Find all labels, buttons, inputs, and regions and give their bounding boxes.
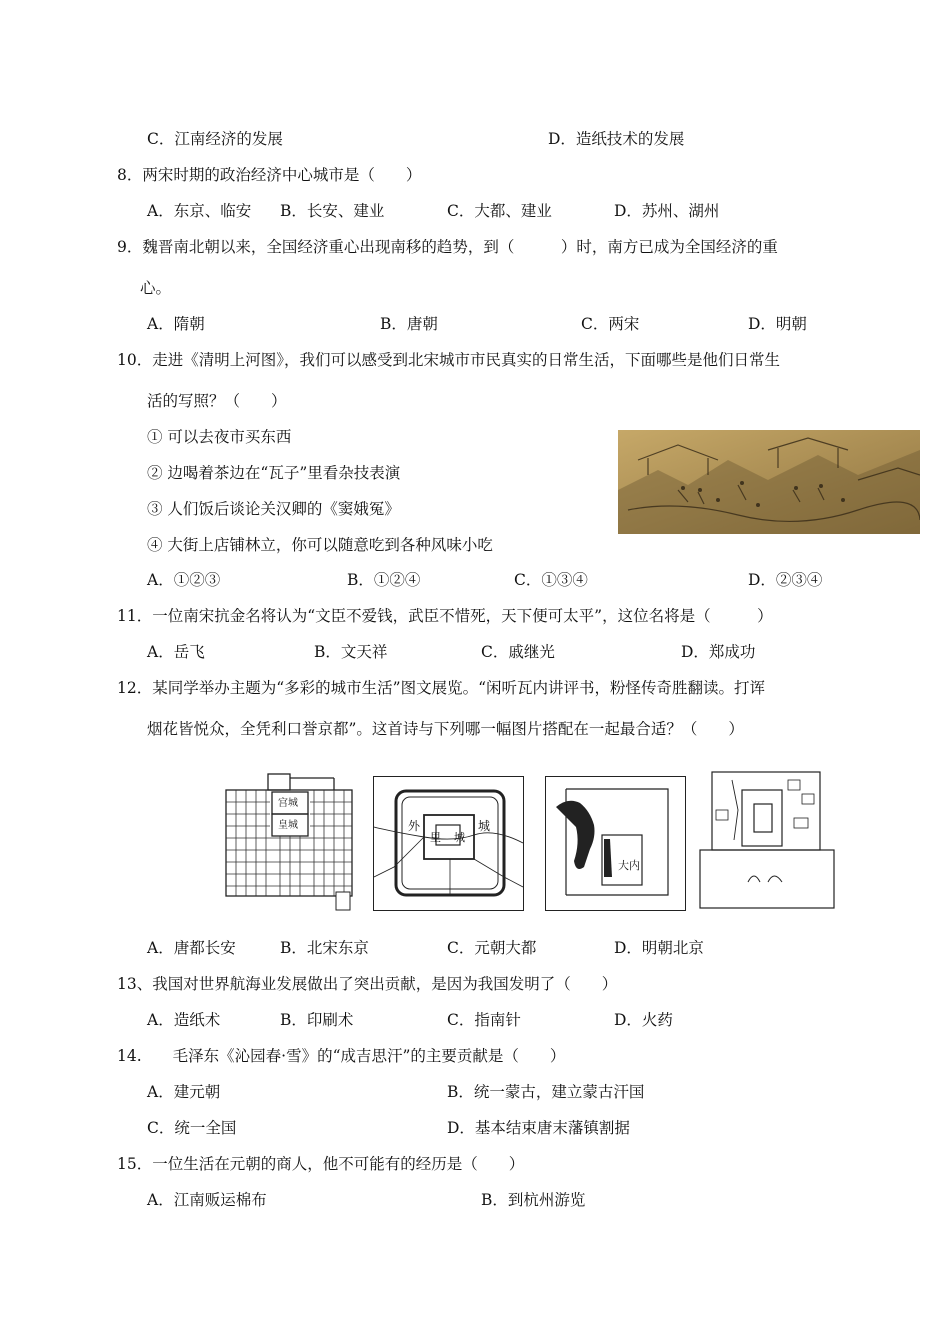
q13-stem: 13、我国对世界航海业发展做出了突出贡献，是因为我国发明了（ ） bbox=[117, 975, 618, 993]
q12-option-a: A．唐都长安 bbox=[147, 939, 236, 957]
q14-option-b: B．统一蒙古，建立蒙古汗国 bbox=[447, 1083, 645, 1101]
q14-option-a: A．建元朝 bbox=[147, 1083, 221, 1101]
q11-option-c: C．戚继光 bbox=[481, 643, 555, 661]
q9-stem-line1: 9．魏晋南北朝以来，全国经济重心出现南移的趋势，到（ ）时，南方已成为全国经济的重 bbox=[117, 238, 778, 256]
q12-stem-line1: 12．某同学举办主题为“多彩的城市生活”图文展览。“闲听瓦内讲评书，粉怪传奇胜翻读。打诨 bbox=[117, 679, 765, 697]
q9-stem-line2: 心。 bbox=[140, 279, 172, 297]
q10-option-b: B．①②④ bbox=[347, 571, 421, 589]
q10-stem-line1: 10．走进《清明上河图》，我们可以感受到北宋城市市民真实的日常生活，下面哪些是他们日常生 bbox=[117, 351, 780, 369]
q12-option-d: D．明朝北京 bbox=[614, 939, 704, 957]
q10-option-a: A．①②③ bbox=[147, 571, 221, 589]
qingming-painting-svg bbox=[618, 430, 920, 534]
map1-label-imperial-city: 皇城 bbox=[278, 820, 298, 831]
q10-statement-2: ② 边喝着茶边在“瓦子”里看杂技表演 bbox=[147, 464, 401, 482]
map-tang-changan bbox=[224, 772, 358, 914]
q12-option-b: B．北宋东京 bbox=[280, 939, 369, 957]
q10-option-d: D．②③④ bbox=[748, 571, 823, 589]
map-yuan-dadu bbox=[545, 776, 686, 911]
map1-label-palace-city: 宫城 bbox=[278, 798, 298, 809]
map2-label-inner: 里 bbox=[430, 831, 441, 844]
map2-label-city-inner: 城 bbox=[454, 831, 465, 844]
q8-stem: 8．两宋时期的政治经济中心城市是（ ） bbox=[117, 166, 422, 184]
q15-stem: 15．一位生活在元朝的商人，他不可能有的经历是（ ） bbox=[117, 1155, 525, 1173]
q9-option-a: A．隋朝 bbox=[147, 315, 205, 333]
map-yuan-dadu-svg bbox=[546, 777, 685, 910]
q13-option-c: C．指南针 bbox=[447, 1011, 521, 1029]
q10-statement-1: ① 可以去夜市买东西 bbox=[147, 428, 292, 446]
q8-option-c: C．大都、建业 bbox=[447, 202, 552, 220]
q7-option-d: D．造纸技术的发展 bbox=[548, 130, 685, 148]
q14-stem: 14. 毛泽东《沁园春·雪》的“成吉思汗”的主要贡献是（ ） bbox=[117, 1047, 566, 1065]
map2-label-city-outer: 城 bbox=[478, 819, 491, 833]
q14-option-d: D．基本结束唐末藩镇割据 bbox=[447, 1119, 630, 1137]
q9-option-b: B．唐朝 bbox=[380, 315, 438, 333]
q10-option-c: C．①③④ bbox=[514, 571, 588, 589]
map2-label-outer: 外 bbox=[408, 819, 421, 833]
q9-option-c: C．两宋 bbox=[581, 315, 640, 333]
q15-option-a: A．江南贩运棉布 bbox=[147, 1191, 267, 1209]
q12-stem-line2: 烟花皆悦众，全凭利口誉京都”。这首诗与下列哪一幅图片搭配在一起最合适？（ ） bbox=[147, 720, 744, 738]
q12-option-c: C．元朝大都 bbox=[447, 939, 537, 957]
q11-option-a: A．岳飞 bbox=[147, 643, 205, 661]
q15-option-b: B．到杭州游览 bbox=[481, 1191, 586, 1209]
q11-stem: 11．一位南宋抗金名将认为“文臣不爱钱，武臣不惜死，天下便可太平”，这位名将是（ ） bbox=[117, 607, 773, 625]
q13-option-b: B．印刷术 bbox=[280, 1011, 354, 1029]
q11-option-d: D．郑成功 bbox=[681, 643, 756, 661]
q13-option-d: D．火药 bbox=[614, 1011, 673, 1029]
map3-label-danei: 大内 bbox=[618, 859, 640, 872]
q9-option-d: D．明朝 bbox=[748, 315, 807, 333]
map-ming-beijing-svg bbox=[698, 770, 836, 912]
q10-statement-4: ④ 大街上店铺林立，你可以随意吃到各种风味小吃 bbox=[147, 536, 493, 554]
q10-statement-3: ③ 人们饭后谈论关汉卿的《窦娥冤》 bbox=[147, 500, 400, 518]
q8-option-b: B．长安、建业 bbox=[280, 202, 385, 220]
map-song-dongjing-svg bbox=[374, 777, 523, 910]
q11-option-b: B．文天祥 bbox=[314, 643, 388, 661]
q10-stem-line2: 活的写照？（ ） bbox=[147, 392, 287, 410]
map-song-dongjing bbox=[373, 776, 524, 911]
q8-option-d: D．苏州、湖州 bbox=[614, 202, 720, 220]
q13-option-a: A．造纸术 bbox=[147, 1011, 221, 1029]
q7-option-c: C．江南经济的发展 bbox=[147, 130, 283, 148]
q14-option-c: C．统一全国 bbox=[147, 1119, 237, 1137]
qingming-painting-image bbox=[618, 430, 920, 534]
q8-option-a: A．东京、临安 bbox=[147, 202, 252, 220]
map-ming-beijing bbox=[698, 770, 836, 912]
